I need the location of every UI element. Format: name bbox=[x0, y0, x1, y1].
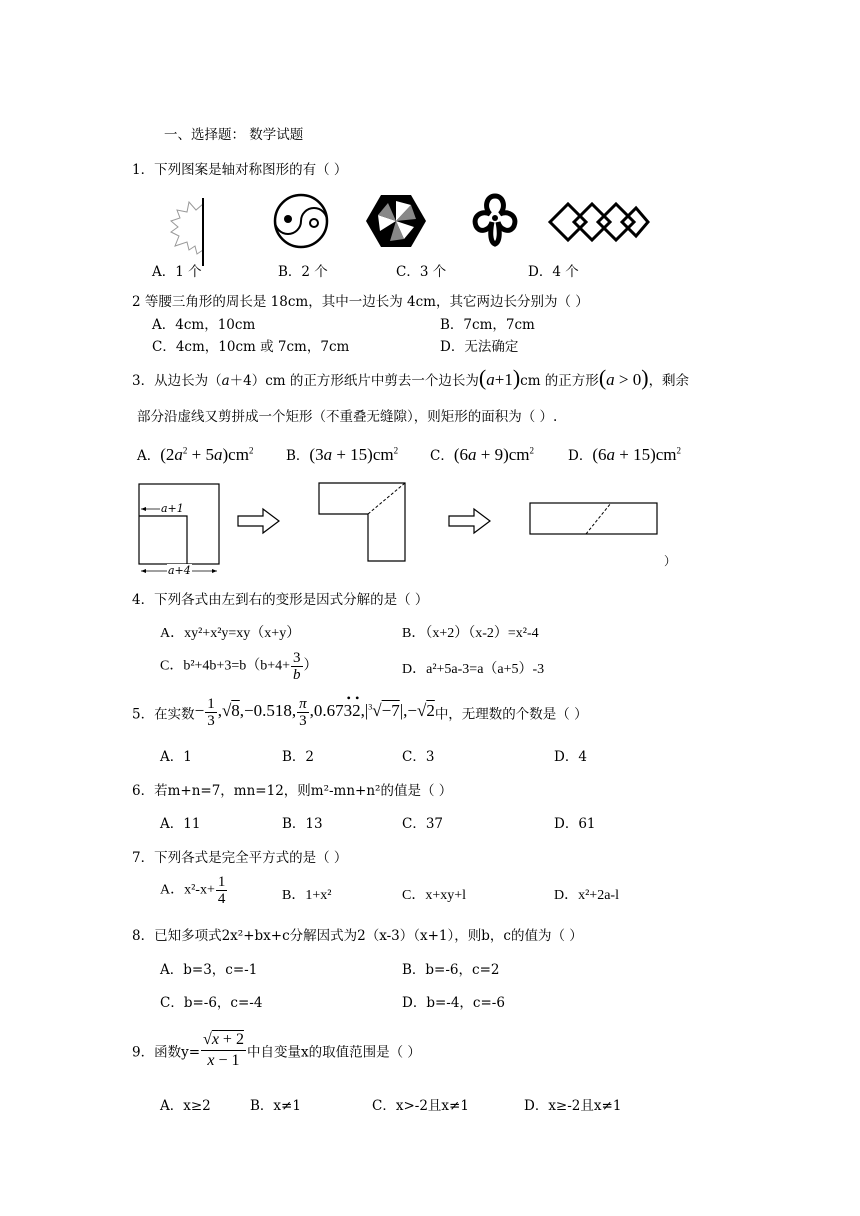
q4-option-b[interactable]: B．（x+2）（x-2）=x²-4 bbox=[402, 626, 539, 641]
q7-option-a-fraction bbox=[216, 874, 228, 907]
q6-option-a[interactable]: A．11 bbox=[160, 816, 201, 832]
q6-option-c[interactable]: C．37 bbox=[402, 816, 444, 832]
yin-yang-figure bbox=[272, 193, 330, 249]
q3-side-expr: (a+1) bbox=[478, 365, 521, 390]
q6-stem: 6．若m+n=7，mn=12，则m²-mn+n²的值是（ ） bbox=[132, 783, 453, 799]
q2-option-b[interactable]: B．7cm，7cm bbox=[440, 317, 535, 333]
q3-option-b-label: B． bbox=[286, 448, 310, 464]
q3-option-c[interactable] bbox=[430, 444, 534, 465]
arrow-right-icon bbox=[237, 508, 281, 534]
fraction-denominator: 4 bbox=[217, 891, 226, 907]
q7-option-a[interactable] bbox=[160, 874, 228, 907]
q8-option-a[interactable]: A．b=3，c=-1 bbox=[160, 962, 258, 978]
q3-rectangle-figure bbox=[529, 502, 659, 536]
fraction-numerator: 3 bbox=[293, 650, 301, 666]
q9-option-a[interactable]: A．x≥2 bbox=[160, 1098, 211, 1114]
q2-stem: 2 等腰三角形的周长是 18cm，其中一边长为 4cm，其它两边长分别为（ ） bbox=[132, 294, 589, 310]
q3-trailing-paren: ） bbox=[664, 554, 677, 568]
q5-stem bbox=[132, 691, 588, 729]
fraction-numerator: 1 bbox=[217, 874, 226, 890]
q4-option-a[interactable]: A．xy²+x²y=xy（x+y） bbox=[160, 626, 301, 641]
q2-option-c[interactable]: C．4cm，10cm 或 7cm，7cm bbox=[152, 339, 350, 355]
q9-stem-suffix: 中自变量x的取值范围是（ ） bbox=[246, 1044, 421, 1061]
q5-stem-suffix: 中，无理数的个数是（ ） bbox=[434, 706, 588, 723]
q8-option-b[interactable]: B．b=-6，c=2 bbox=[402, 962, 500, 978]
q8-option-c[interactable]: C．b=-6，c=-4 bbox=[160, 995, 263, 1011]
q3-option-a-expr: $(2a^2 + 5a)cm^2$ bbox=[160, 445, 254, 464]
q3-option-b[interactable] bbox=[286, 444, 398, 465]
q1-option-c[interactable]: C．3 个 bbox=[396, 264, 447, 280]
q7-option-a-text: A．x²-x+ bbox=[160, 882, 215, 898]
fraction-denominator: b bbox=[293, 667, 301, 683]
q3-option-c-expr: $(6a + 9)cm^2$ bbox=[453, 445, 535, 464]
q3-option-d-expr: $(6a + 15)cm^2$ bbox=[592, 445, 682, 464]
q4-option-c-close: ） bbox=[303, 658, 318, 674]
q5-stem-prefix: 5．在实数 bbox=[132, 706, 195, 723]
q7-option-b[interactable]: B．1+x² bbox=[282, 888, 332, 903]
q3-label-a-plus-1: a+1 bbox=[161, 502, 184, 515]
chain-knot-figure bbox=[548, 200, 650, 244]
q4-stem: 4．下列各式由左到右的变形是因式分解的是（ ） bbox=[132, 592, 429, 608]
q3-square-figure bbox=[138, 483, 224, 577]
q3-l-shape-figure bbox=[318, 482, 408, 562]
q3-stem-mid2: cm 的正方形 bbox=[520, 373, 599, 389]
q4-option-c-text: C．b²+4b+3=b（b+4+ bbox=[160, 658, 291, 674]
q9-option-d[interactable]: D．x≥-2且x≠1 bbox=[524, 1098, 622, 1114]
q3-option-a[interactable] bbox=[137, 444, 253, 465]
q4-option-d[interactable]: D．a²+5a-3=a（a+5）-3 bbox=[402, 662, 545, 677]
q1-option-d[interactable]: D．4 个 bbox=[528, 264, 579, 280]
q7-option-c[interactable]: C．x+xy+l bbox=[402, 888, 467, 903]
q2-option-a[interactable]: A．4cm，10cm bbox=[152, 317, 256, 333]
q5-option-b[interactable]: B．2 bbox=[282, 749, 315, 765]
q9-function-fraction: $\frac{√x + 2}{x - 1}$ bbox=[203, 1031, 244, 1069]
q1-stem: 1．下列图案是轴对称图形的有（ ） bbox=[132, 162, 348, 178]
q6-option-d[interactable]: D．61 bbox=[554, 816, 596, 832]
q1-option-b[interactable]: B．2 个 bbox=[278, 264, 328, 280]
q3-option-b-expr: $(3a + 15)cm^2$ bbox=[309, 445, 399, 464]
section-title: 一、选择题： 数学试题 bbox=[164, 127, 304, 143]
q4-option-c-fraction bbox=[291, 650, 303, 683]
q3-stem-line2: 部分沿虚线又剪拼成一个矩形（不重叠无缝隙），则矩形的面积为（ ）. bbox=[137, 409, 558, 425]
q2-option-d[interactable]: D．无法确定 bbox=[440, 339, 519, 355]
q9-option-c[interactable]: C．x>-2且x≠1 bbox=[372, 1098, 469, 1114]
maple-leaf-figure bbox=[165, 194, 225, 266]
q9-stem bbox=[132, 1030, 421, 1071]
q5-option-a[interactable]: A．1 bbox=[160, 749, 192, 765]
q4-option-c[interactable] bbox=[160, 650, 318, 683]
q3-option-a-label: A． bbox=[137, 448, 161, 464]
q3-label-a-plus-4: a+4 bbox=[168, 564, 191, 577]
q7-stem: 7．下列各式是完全平方式的是（ ） bbox=[132, 850, 348, 866]
q3-stem-var: a bbox=[221, 373, 230, 389]
pinwheel-hexagon-figure bbox=[366, 193, 426, 249]
q8-stem: 8．已知多项式2x²+bx+c分解因式为2（x-3）（x+1），则b，c的值为（ ） bbox=[132, 928, 583, 944]
q5-option-d[interactable]: D．4 bbox=[554, 749, 587, 765]
q3-stem-prefix: 3．从边长为（ bbox=[132, 373, 222, 389]
q5-number-list: − $\frac{1}{3}$ ,√8,−0.518, $\frac{\pi}{3}$ ,0.673 • 2 • $,|^3√-7|,-√2$ bbox=[194, 691, 435, 729]
q8-option-d[interactable]: D．b=-4，c=-6 bbox=[402, 995, 505, 1011]
q3-condition: (a > 0) bbox=[598, 365, 649, 390]
q3-stem bbox=[132, 365, 689, 391]
q5-option-c[interactable]: C．3 bbox=[402, 749, 435, 765]
q1-option-a[interactable]: A．1 个 bbox=[152, 264, 202, 280]
flower-knot-figure bbox=[468, 192, 522, 248]
q3-option-c-label: C． bbox=[430, 448, 454, 464]
q3-stem-mid1: ＋4）cm 的正方形纸片中剪去一个边长为 bbox=[229, 373, 479, 389]
q3-option-d[interactable] bbox=[568, 444, 681, 465]
q6-option-b[interactable]: B．13 bbox=[282, 816, 323, 832]
q9-stem-prefix: 9．函数y= bbox=[132, 1044, 201, 1061]
arrow-right-icon bbox=[448, 508, 492, 534]
q3-stem-suffix: ，剩余 bbox=[648, 373, 690, 389]
q3-option-d-label: D． bbox=[568, 448, 593, 464]
q9-option-b[interactable]: B．x≠1 bbox=[250, 1098, 301, 1114]
q7-option-d[interactable]: D．x²+2a-l bbox=[554, 888, 619, 903]
